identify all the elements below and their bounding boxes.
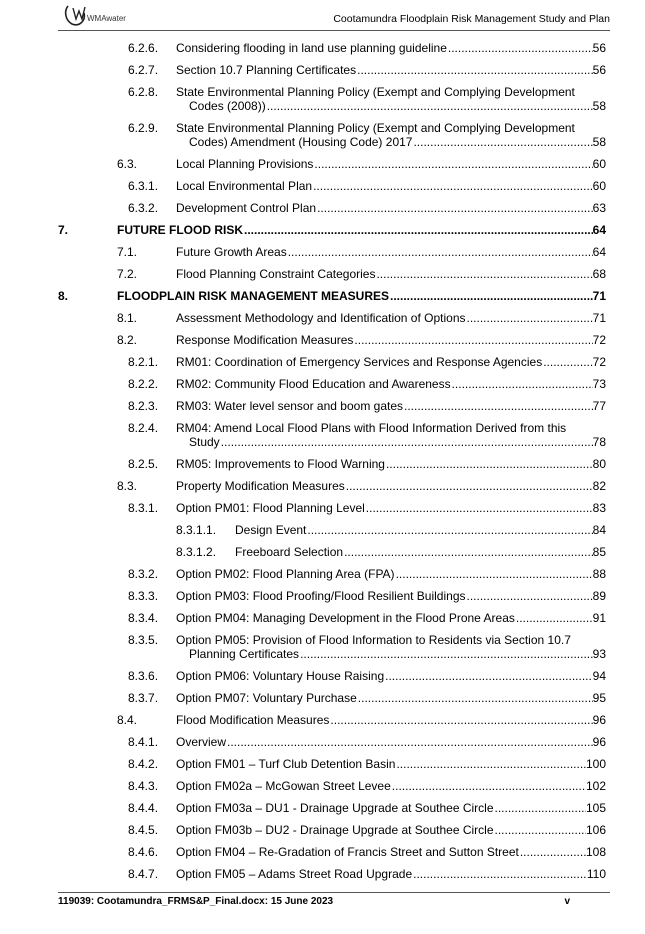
toc-entry-number: 7.1. [117, 245, 138, 259]
toc-entry[interactable] [0, 63, 645, 85]
toc-page-number: 73 [592, 377, 606, 391]
toc-entry[interactable] [0, 399, 645, 421]
toc-entry[interactable] [0, 845, 645, 867]
toc-page-number: 56 [592, 41, 606, 55]
toc-entry[interactable] [0, 311, 645, 333]
toc-page-number: 71 [592, 311, 606, 325]
dot-leader [543, 355, 592, 369]
toc-page-number: 96 [592, 713, 606, 727]
table-of-contents [0, 41, 645, 889]
toc-entry[interactable] [0, 179, 645, 201]
dot-leader [358, 691, 593, 705]
toc-entry-number: 8.4.2. [128, 757, 159, 771]
dot-leader [354, 333, 592, 347]
dot-leader [390, 289, 593, 303]
toc-entry-number: 6.3. [117, 157, 138, 171]
toc-page-number: 89 [592, 589, 606, 603]
document-title: Cootamundra Floodplain Risk Management Study and Plan [333, 13, 610, 25]
dot-leader [448, 41, 593, 55]
toc-entry-number: 8.2.5. [128, 457, 159, 471]
toc-entry[interactable] [0, 479, 645, 501]
dot-leader [244, 223, 593, 237]
toc-entry[interactable] [0, 867, 645, 889]
toc-entry[interactable] [0, 823, 645, 845]
toc-entry-title: Local Planning Provisions [176, 157, 314, 171]
toc-entry[interactable] [0, 691, 645, 713]
toc-page-number: 60 [592, 179, 606, 193]
toc-entry-title: Option PM03: Flood Proofing/Flood Resilient Buildings [176, 589, 466, 603]
dot-leader [317, 201, 593, 215]
dot-leader [413, 135, 592, 149]
toc-entry-title: Freeboard Selection [235, 545, 344, 559]
toc-entry-number: 8.4.4. [128, 801, 159, 815]
toc-entry-number: 8.4.1. [128, 735, 159, 749]
toc-page-number: 83 [592, 501, 606, 515]
dot-leader [467, 589, 593, 603]
toc-entry-title: Overview [176, 735, 227, 749]
toc-entry-number: 8.3.1. [128, 501, 159, 515]
toc-entry-number: 8.4.3. [128, 779, 159, 793]
toc-entry-title: Option FM03a – DU1 - Drainage Upgrade at Southee Circle [176, 801, 494, 815]
dot-leader [344, 545, 593, 559]
toc-page-number: 100 [585, 757, 606, 771]
toc-entry-title: RM02: Community Flood Education and Awareness [176, 377, 451, 391]
dot-leader [221, 435, 593, 449]
toc-page-number: 108 [585, 845, 606, 859]
toc-page-number: 88 [592, 567, 606, 581]
toc-page-number: 77 [592, 399, 606, 413]
toc-entry-number: 8.2.1. [128, 355, 159, 369]
toc-entry[interactable] [0, 545, 645, 567]
toc-entry-number: 6.2.7. [128, 63, 159, 77]
toc-entry[interactable] [0, 589, 645, 611]
dot-leader [396, 757, 586, 771]
toc-entry-number: 8.4. [117, 713, 138, 727]
dot-leader [313, 179, 593, 193]
toc-entry-title: Option FM01 – Turf Club Detention Basin [176, 757, 396, 771]
dot-leader [300, 647, 593, 661]
toc-entry-title: Development Control Plan [176, 201, 317, 215]
dot-leader [314, 157, 592, 171]
toc-entry-title: Option FM03b – DU2 - Drainage Upgrade at Southee Circle [176, 823, 494, 837]
toc-entry-number: 8.3. [117, 479, 138, 493]
toc-entry-title: Flood Planning Constraint Categories [176, 267, 376, 281]
toc-entry[interactable] [0, 421, 645, 457]
toc-entry[interactable] [0, 735, 645, 757]
toc-entry-title: Codes) Amendment (Housing Code) 2017 [189, 135, 413, 149]
dot-leader [366, 501, 593, 515]
toc-entry-number: 6.2.8. [128, 85, 159, 99]
toc-entry-number: 8.3.7. [128, 691, 159, 705]
toc-page-number: 85 [592, 545, 606, 559]
toc-page-number: 106 [585, 823, 606, 837]
toc-entry-title: Section 10.7 Planning Certificates [176, 63, 357, 77]
toc-page-number: 60 [592, 157, 606, 171]
toc-entry-title: Flood Modification Measures [176, 713, 330, 727]
dot-leader [452, 377, 593, 391]
dot-leader [330, 713, 592, 727]
toc-entry[interactable] [0, 757, 645, 779]
toc-entry-title: Considering flooding in land use planning guideline [176, 41, 447, 55]
toc-entry-number: 6.3.1. [128, 179, 159, 193]
toc-entry-title: Response Modification Measures [176, 333, 354, 347]
toc-entry[interactable] [0, 779, 645, 801]
toc-entry[interactable] [0, 669, 645, 691]
toc-entry-number: 8.4.5. [128, 823, 159, 837]
toc-page-number: 95 [592, 691, 606, 705]
footer-document-info: 119039: Cootamundra_FRMS&P_Final.docx: 15 June 2023 [58, 896, 334, 907]
toc-page-number: 72 [592, 355, 606, 369]
toc-entry-title: Option PM05: Provision of Flood Information to Residents via Section 10.7 [176, 633, 571, 647]
dot-leader [413, 867, 587, 881]
toc-entry-number: 7.2. [117, 267, 138, 281]
toc-page-number: 64 [592, 223, 606, 237]
toc-page-number: 78 [592, 435, 606, 449]
dot-leader [404, 399, 593, 413]
toc-entry-title: RM05: Improvements to Flood Warning [176, 457, 385, 471]
toc-entry-title: Study [189, 435, 220, 449]
toc-entry[interactable] [0, 611, 645, 633]
toc-page-number: 84 [592, 523, 606, 537]
toc-entry-number: 7. [58, 223, 69, 237]
page-header [58, 0, 610, 31]
toc-entry-number: 8. [58, 289, 69, 303]
toc-page-number: 58 [592, 135, 606, 149]
toc-page-number: 102 [585, 779, 606, 793]
toc-entry-title: RM03: Water level sensor and boom gates [176, 399, 403, 413]
page-number: v [564, 896, 570, 907]
toc-entry-title: Option PM04: Managing Development in the Flood Prone Areas [176, 611, 515, 625]
toc-entry-number: 8.1. [117, 311, 138, 325]
toc-entry-title: Option FM02a – McGowan Street Levee [176, 779, 391, 793]
toc-entry-number: 8.4.6. [128, 845, 159, 859]
toc-entry-number: 6.2.6. [128, 41, 159, 55]
toc-entry[interactable] [0, 633, 645, 669]
toc-entry[interactable] [0, 801, 645, 823]
dot-leader [357, 63, 593, 77]
toc-entry[interactable] [0, 201, 645, 223]
toc-page-number: 91 [592, 611, 606, 625]
toc-entry-title: Local Environmental Plan [176, 179, 313, 193]
toc-entry-number: 8.3.5. [128, 633, 159, 647]
toc-entry-number: 8.3.4. [128, 611, 159, 625]
page-footer [58, 892, 610, 907]
toc-entry-number: 8.2.4. [128, 421, 159, 435]
toc-entry[interactable] [0, 501, 645, 523]
wmawater-logo-icon [62, 3, 152, 27]
dot-leader [495, 801, 586, 815]
toc-entry-title: Future Growth Areas [176, 245, 287, 259]
toc-page-number: 110 [586, 867, 606, 881]
toc-entry[interactable] [0, 333, 645, 355]
toc-entry[interactable] [0, 157, 645, 179]
dot-leader [495, 823, 586, 837]
toc-entry[interactable] [0, 457, 645, 479]
toc-entry-title: RM01: Coordination of Emergency Services and Response Agencies [176, 355, 543, 369]
toc-entry[interactable] [0, 713, 645, 735]
dot-leader [467, 311, 593, 325]
toc-entry-number: 8.2. [117, 333, 138, 347]
toc-entry[interactable] [0, 267, 645, 289]
dot-leader [385, 669, 593, 683]
dot-leader [267, 99, 593, 113]
toc-entry-number: 8.3.1.1. [176, 523, 217, 537]
dot-leader [386, 457, 593, 471]
toc-page-number: 64 [592, 245, 606, 259]
toc-entry-title: Option FM05 – Adams Street Road Upgrade [176, 867, 413, 881]
toc-entry-title: Option PM01: Flood Planning Level [176, 501, 365, 515]
toc-entry-title: Design Event [235, 523, 307, 537]
toc-entry-number: 8.4.7. [128, 867, 159, 881]
dot-leader [520, 845, 586, 859]
toc-page-number: 56 [592, 63, 606, 77]
toc-page-number: 63 [592, 201, 606, 215]
toc-entry-title: Property Modification Measures [176, 479, 345, 493]
toc-page-number: 94 [592, 669, 606, 683]
toc-entry-title: FUTURE FLOOD RISK [117, 223, 243, 237]
logo-text: WMAwater [87, 14, 126, 23]
toc-entry[interactable] [0, 245, 645, 267]
dot-leader [396, 567, 593, 581]
toc-entry[interactable] [0, 355, 645, 377]
toc-entry-title: State Environmental Planning Policy (Exempt and Complying Development [176, 85, 575, 99]
toc-entry[interactable] [0, 523, 645, 545]
toc-entry-number: 6.2.9. [128, 121, 159, 135]
toc-entry-title: Option PM07: Voluntary Purchase [176, 691, 357, 705]
toc-entry-title: Planning Certificates [189, 647, 300, 661]
toc-page-number: 82 [592, 479, 606, 493]
toc-entry-title: RM04: Amend Local Flood Plans with Flood Information Derived from this [176, 421, 567, 435]
toc-entry-title: State Environmental Planning Policy (Exempt and Complying Development [176, 121, 575, 135]
toc-entry-number: 8.3.6. [128, 669, 159, 683]
toc-page-number: 68 [592, 267, 606, 281]
toc-entry-title: Option PM06: Voluntary House Raising [176, 669, 385, 683]
toc-page-number: 71 [592, 289, 606, 303]
dot-leader [392, 779, 586, 793]
toc-page-number: 72 [592, 333, 606, 347]
toc-entry[interactable] [0, 41, 645, 63]
toc-page-number: 80 [592, 457, 606, 471]
dot-leader [516, 611, 593, 625]
toc-entry-title: Codes (2008)) [189, 99, 266, 113]
dot-leader [307, 523, 592, 537]
toc-entry-title: Option PM02: Flood Planning Area (FPA) [176, 567, 395, 581]
toc-page-number: 58 [592, 99, 606, 113]
toc-entry[interactable] [0, 377, 645, 399]
dot-leader [376, 267, 592, 281]
toc-page-number: 93 [592, 647, 606, 661]
dot-leader [346, 479, 593, 493]
dot-leader [288, 245, 593, 259]
toc-entry-number: 8.2.2. [128, 377, 159, 391]
toc-entry[interactable] [0, 85, 645, 121]
toc-entry-title: Assessment Methodology and Identification of Options [176, 311, 466, 325]
toc-page-number: 96 [592, 735, 606, 749]
toc-entry[interactable] [0, 223, 645, 245]
toc-page-number: 105 [585, 801, 606, 815]
toc-entry[interactable] [0, 121, 645, 157]
dot-leader [227, 735, 593, 749]
toc-entry-number: 8.3.3. [128, 589, 159, 603]
toc-entry-number: 6.3.2. [128, 201, 159, 215]
toc-entry-title: Option FM04 – Re-Gradation of Francis Street and Sutton Street [176, 845, 519, 859]
toc-entry-number: 8.3.1.2. [176, 545, 217, 559]
toc-entry-number: 8.2.3. [128, 399, 159, 413]
toc-entry[interactable] [0, 289, 645, 311]
toc-entry-title: FLOODPLAIN RISK MANAGEMENT MEASURES [117, 289, 390, 303]
toc-entry-number: 8.3.2. [128, 567, 159, 581]
toc-entry[interactable] [0, 567, 645, 589]
